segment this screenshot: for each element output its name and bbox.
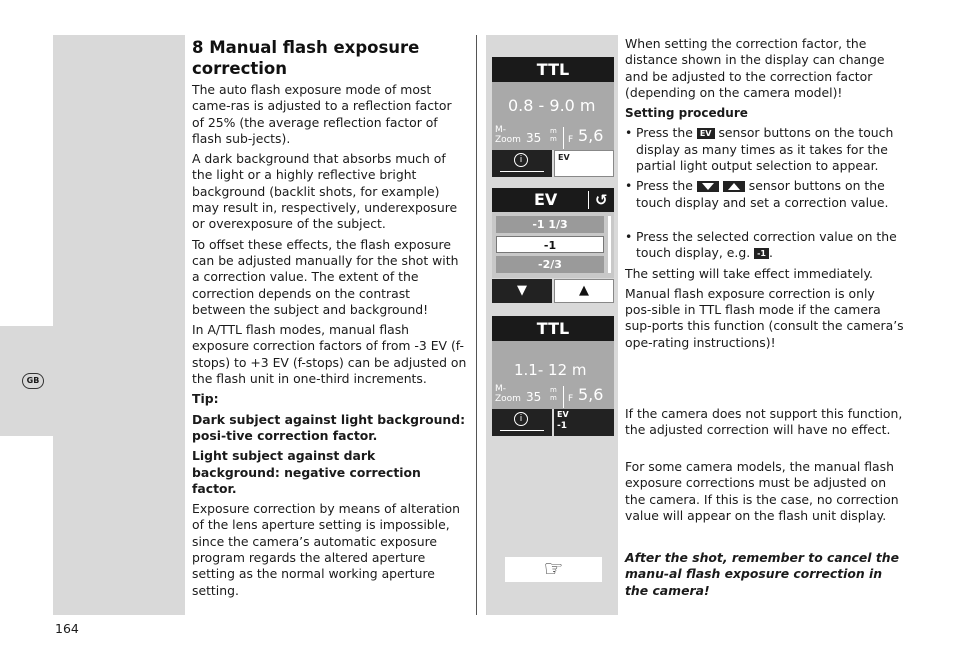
list-scrollbar[interactable] bbox=[608, 216, 611, 273]
pointing-hand-icon: ☞ bbox=[505, 557, 602, 582]
step-3: • Press the selected correction value on the touch display, e.g. -1 . bbox=[625, 229, 905, 262]
info-icon: i bbox=[514, 412, 528, 426]
info-underline bbox=[500, 171, 544, 172]
up-button[interactable] bbox=[554, 279, 614, 303]
right-column bbox=[625, 36, 905, 355]
flash-display-ttl-2 bbox=[492, 316, 614, 436]
down-button[interactable] bbox=[492, 279, 552, 303]
down-arrow-icon bbox=[697, 181, 719, 192]
flash-display-ttl-1 bbox=[492, 57, 614, 177]
paragraph-2: A dark background that absorbs much of the light or a highly reflective bright background (backlit shots, for example) may result in, respectively, underexposure or overexposure of the subject. bbox=[192, 151, 458, 232]
ev-option[interactable]: -2/3 bbox=[496, 256, 604, 273]
display3-ev-label: EV bbox=[557, 410, 569, 419]
minus-one-badge: -1 bbox=[754, 248, 769, 259]
intro-paragraph: When setting the correction factor, the distance shown in the display can change and be adjusted to the correction factor (depending on the camera model)! bbox=[625, 36, 885, 100]
display1-lcd bbox=[492, 82, 614, 150]
tip-negative: Light subject against dark background: negative correction factor. bbox=[192, 448, 421, 496]
procedure-title: Setting procedure bbox=[625, 106, 748, 121]
step-2: • Press the sensor buttons on the touch display and set a correction value. bbox=[625, 178, 905, 211]
display1-distance: 0.8 - 9.0 m bbox=[508, 96, 596, 115]
display1-ev-label: EV bbox=[558, 153, 570, 162]
ev-option[interactable]: -1 1/3 bbox=[496, 216, 604, 233]
section-title: 8 Manual flash exposure correction bbox=[192, 38, 420, 78]
display1-divider bbox=[563, 127, 564, 149]
display1-mode-bar: TTL bbox=[492, 57, 614, 82]
paragraph-3: To offset these effects, the flash exposure can be adjusted manually for the shot with a correction value. The extent of the correction depends on the contrast between the subject and background! bbox=[192, 236, 459, 317]
display3-ev-value: -1 bbox=[557, 421, 567, 431]
language-badge-text: GB bbox=[26, 376, 40, 385]
closing-paragraph: Exposure correction by means of alteration of the lens aperture setting is impossible, since the camera’s automatic exposure program regards the altered aperture setting as the normal working aperture setting. bbox=[192, 501, 460, 598]
display3-zoom-label: M- Zoom bbox=[495, 384, 521, 404]
effect-paragraph: The setting will take effect immediately. bbox=[625, 265, 873, 281]
step-1: • Press the EV sensor buttons on the touch display as many times as it takes for the partial light output selection to appear. bbox=[625, 125, 905, 174]
display2-list-area bbox=[492, 212, 614, 278]
display3-lcd bbox=[492, 341, 614, 409]
info-icon: i bbox=[514, 153, 528, 167]
page-number: 164 bbox=[55, 621, 79, 636]
display1-info-button[interactable] bbox=[492, 150, 552, 177]
return-icon[interactable]: ↺ bbox=[595, 191, 608, 209]
no-support-paragraph: If the camera does not support this function, the adjusted correction will have no effect. bbox=[625, 406, 903, 438]
column-divider bbox=[476, 35, 477, 615]
display3-zoom-value: 35 bbox=[526, 390, 542, 404]
display1-zoom-label: M- Zoom bbox=[495, 125, 521, 145]
language-badge bbox=[22, 373, 44, 389]
tip-label: Tip: bbox=[192, 391, 219, 407]
display3-f-label: F bbox=[568, 394, 574, 404]
some-models-paragraph: For some camera models, the manual flash exposure corrections must be adjusted on the camera. If this is the case, no correction value will appear on the flash unit display. bbox=[625, 459, 899, 523]
paragraph-4: In A/TTL flash modes, manual flash exposure correction factors of from -3 EV (f-stops) to +3 EV (f-stops) can be adjusted on the flash unit in one-third increments. bbox=[192, 322, 467, 387]
display1-ev-button[interactable] bbox=[554, 150, 614, 177]
main-column bbox=[192, 37, 467, 603]
display3-ev-button[interactable] bbox=[554, 409, 614, 436]
display1-f-label: F bbox=[568, 135, 574, 145]
flash-display-ev-select bbox=[492, 188, 614, 303]
reminder-paragraph: After the shot, remember to cancel the manu-al flash exposure correction in the camera! bbox=[625, 550, 900, 598]
up-arrow-icon bbox=[723, 181, 745, 192]
down-arrow-icon: ▼ bbox=[517, 283, 527, 298]
display1-zoom-value: 35 bbox=[526, 131, 542, 145]
display3-distance: 1.1- 12 m bbox=[514, 361, 587, 379]
info-underline bbox=[500, 430, 544, 431]
display3-info-button[interactable] bbox=[492, 409, 552, 436]
display3-mode-bar: TTL bbox=[492, 316, 614, 341]
display1-f-value: 5,6 bbox=[578, 126, 604, 145]
display2-title-bar bbox=[492, 188, 614, 212]
display1-unit: m m bbox=[550, 127, 557, 143]
display3-unit: m m bbox=[550, 386, 557, 402]
left-margin-band bbox=[53, 35, 185, 615]
ev-button-icon: EV bbox=[697, 128, 715, 139]
title-separator bbox=[588, 191, 589, 209]
procedure-steps bbox=[625, 125, 905, 261]
ev-option-selected[interactable]: -1 bbox=[496, 236, 604, 253]
paragraph-1: The auto flash exposure mode of most came-ras is adjusted to a reflection factor of 25% (the average reflection factor of flash sub-jects). bbox=[192, 82, 452, 146]
tip-positive: Dark subject against light background: posi-tive correction factor. bbox=[192, 411, 466, 443]
display2-title: EV bbox=[534, 190, 558, 209]
ttl-only-paragraph: Manual flash exposure correction is only pos-sible in TTL flash mode if the camera sup-ports this function (consult the camera’s ope-rating instructions)! bbox=[625, 285, 904, 350]
display3-f-value: 5,6 bbox=[578, 385, 604, 404]
up-arrow-icon: ▲ bbox=[579, 283, 589, 298]
display3-divider bbox=[563, 386, 564, 408]
